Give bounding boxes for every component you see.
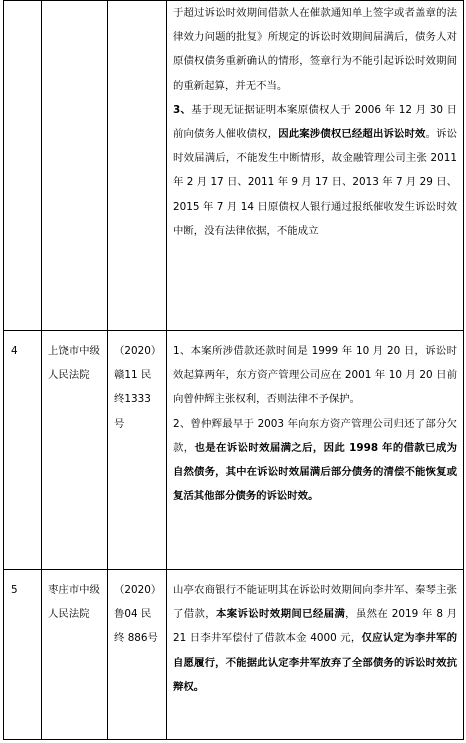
row-number: 4 — [11, 345, 18, 357]
court-name: 枣庄市中级人民法院 — [48, 584, 100, 621]
case-number: （2020）赣11 民 终1333 号 — [114, 345, 157, 430]
ruling-cell — [167, 570, 464, 740]
ruling-cell — [167, 331, 464, 570]
court-cell — [42, 331, 108, 570]
text-run: 1、本案所涉借款还款时间是 1999 年 10 月 20 日，诉讼时效起算两年，东方资产管理公司应在 2001 年 10 月 20 日前向曾仲辉主张权利，否则法律不予保护。 — [173, 345, 457, 406]
text-run: 山亭农商银行不能证明其在诉讼时效期间向李井军、秦琴主张了借款， — [173, 584, 457, 621]
row-number: 5 — [11, 584, 18, 596]
ruling-paragraph — [173, 412, 457, 509]
row-number — [4, 1, 41, 9]
ruling-paragraph — [173, 578, 457, 699]
court-name: 上饶市中级人民法院 — [48, 345, 100, 382]
ruling-cell — [167, 1, 464, 331]
text-run: 基于现无证据证明本案原债权人于 2006 年 12 月 30 日前向债务人催收债权， — [173, 103, 457, 141]
ruling-paragraph — [173, 339, 457, 412]
table-row — [4, 331, 464, 570]
text-run: 。诉讼时效届满后，不能发生中断情形，故金融管理公司主张 2011 年 2 月 17 日、2011 年 9 月 17 日、2013 年 7 月 29 日、2015 年 7 月 14 日原债权人银行通过报纸催收发生诉讼时效中断，没有法律依据，不能成立 — [173, 128, 457, 237]
row-number-cell — [4, 331, 42, 570]
ruling-text — [167, 1, 463, 243]
case-comparison-table — [3, 0, 464, 740]
table-row — [4, 1, 464, 331]
ruling-text — [167, 331, 463, 508]
bold-text-run: 因此案涉债权已经超出诉讼时效 — [278, 128, 426, 141]
court-name — [42, 1, 107, 9]
case-number — [108, 1, 166, 9]
court-cell — [42, 1, 108, 331]
text-run: ，虽然在 2019 年 8 月 21 日李井军偿付了借款本金 4000 元， — [173, 608, 458, 645]
bold-text-run: 也是在诉讼时效届满之后，因此 1998 年的借款已成为自然债务，其中在诉讼时效届满后部分债务的清偿不能恢复或复活其他部分债务的诉讼时效。 — [173, 441, 458, 503]
bold-text-run: 仅应认定为李井军的自愿履行，不能据此认定李井军放弃了全部债务的诉讼时效抗辩权。 — [173, 632, 458, 693]
row-number-cell — [4, 1, 42, 331]
text-run: 2、曾仲辉最早于 2003 年向东方资产管理公司归还了部分欠款， — [173, 417, 457, 454]
table-row — [4, 570, 464, 740]
case-number-cell — [108, 331, 167, 570]
ruling-paragraph — [173, 1, 457, 98]
case-number-cell — [108, 1, 167, 331]
case-number-cell — [108, 570, 167, 740]
bold-text-run: 3、 — [173, 103, 192, 116]
ruling-paragraph — [173, 98, 457, 243]
case-number: （2020）鲁04 民终 886号 — [114, 584, 158, 645]
court-cell — [42, 570, 108, 740]
text-run: 于超过诉讼时效期间借款人在催款通知单上签字或者盖章的法律效力问题的批复》所规定的诉讼时效期间届满后，债务人对原债权债务重新确认的情形，签章行为不能引起诉讼时效期间的重新起算，并无不当。 — [173, 7, 457, 92]
row-number-cell — [4, 570, 42, 740]
ruling-text — [167, 570, 463, 699]
bold-text-run: 本案诉讼时效期间已经届满 — [216, 608, 346, 621]
